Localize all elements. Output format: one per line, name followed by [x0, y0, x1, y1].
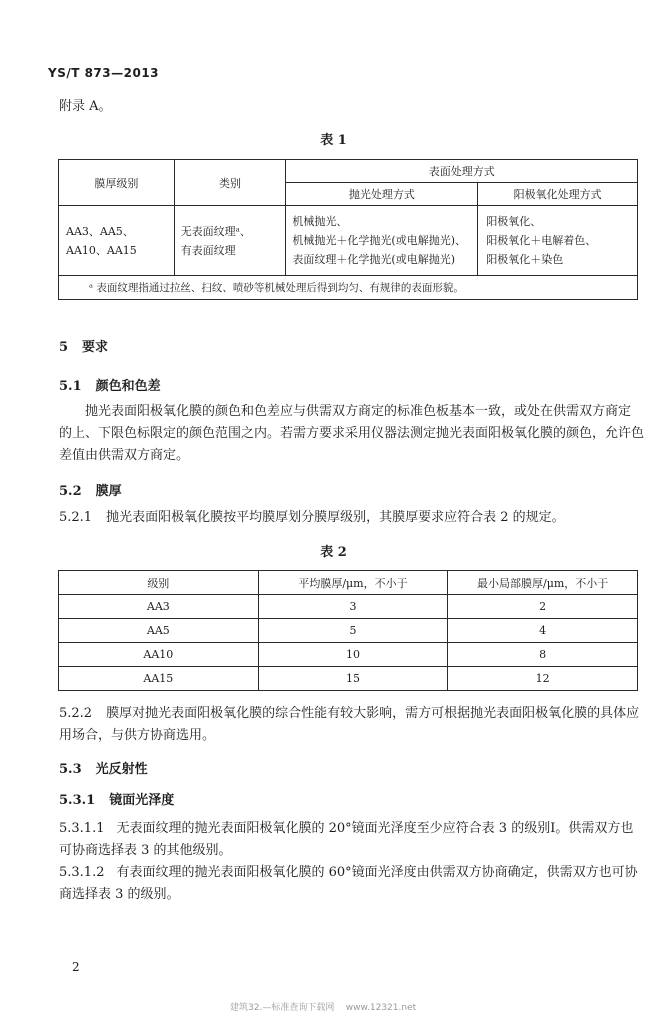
section-title: 镜面光泽度	[109, 793, 175, 808]
section-5-2-2	[59, 703, 654, 747]
paragraph-line: 用场合，与供方协商选用。	[59, 728, 216, 743]
table-cell: 2	[448, 595, 638, 619]
table1-caption: 表 1	[320, 133, 347, 148]
polish-line: 表面纹理＋化学抛光(或电解抛光)	[292, 253, 455, 266]
table-cell: AA15	[59, 667, 259, 691]
table-cell: AA5	[59, 619, 259, 643]
paragraph-line: 可协商选择表 3 的其他级别。	[59, 843, 232, 858]
category-line: 无表面纹理ᵃ、	[180, 224, 251, 238]
table-cell: 5	[258, 619, 448, 643]
paragraph-line: 商选择表 3 的级别。	[59, 887, 180, 902]
section-title: 光反射性	[95, 762, 148, 777]
section-number: 5.3.1.2	[59, 865, 105, 880]
table1-cell-polish	[286, 206, 478, 276]
paragraph-line: 5.2.2 膜厚对抛光表面阳极氧化膜的综合性能有较大影响，需方可根据抛光表面阳极氧化膜的具体应	[59, 706, 640, 721]
anodize-line: 阳极氧化、	[486, 215, 542, 228]
table-cell: 3	[258, 595, 448, 619]
grade-line: AA10、AA15	[66, 243, 137, 257]
polish-line: 机械抛光、	[292, 215, 348, 228]
table-cell: 4	[448, 619, 638, 643]
table1-header-polish: 抛光处理方式	[286, 183, 478, 206]
section-number: 5.3	[59, 762, 82, 777]
table1-cell-anodize	[478, 206, 638, 276]
grade-line: AA3、AA5、	[66, 224, 134, 238]
section-title: 膜厚	[95, 484, 122, 499]
section-number: 5.2.1	[59, 510, 93, 525]
table1	[58, 159, 638, 300]
section-5-2-1	[59, 507, 565, 529]
anodize-line: 阳极氧化＋电解着色、	[486, 234, 597, 247]
intro-text: 附录 A。	[59, 99, 112, 114]
table1-header-category: 类别	[174, 160, 286, 206]
table1-header-anodize: 阳极氧化处理方式	[478, 183, 638, 206]
site-watermark: 建筑32.—标准查询下载网 www.12321.net	[230, 1003, 417, 1013]
section-number: 5	[59, 340, 69, 355]
table1-cell-categories	[174, 206, 286, 276]
polish-line: 机械抛光＋化学抛光(或电解抛光)、	[292, 234, 466, 247]
paragraph-line: 差值由供需双方商定。	[59, 448, 190, 463]
table-cell: 15	[258, 667, 448, 691]
table-row	[59, 595, 638, 619]
section-5-1-heading	[59, 375, 161, 394]
paragraph-line: 的上、下限色标限定的颜色范围之内。若需方要求采用仪器法测定抛光表面阳极氧化膜的颜色，允许色	[59, 426, 645, 441]
table-cell: 10	[258, 643, 448, 667]
table1-header-surface: 表面处理方式	[286, 160, 638, 183]
section-5-2-heading	[59, 480, 122, 499]
table1-cell-grades	[59, 206, 175, 276]
table-cell: 8	[448, 643, 638, 667]
paragraph-line: 抛光表面阳极氧化膜的颜色和色差应与供需双方商定的标准色板基本一致，或处在供需双方商定	[85, 404, 632, 419]
section-5-3-1-2	[59, 862, 654, 906]
section-5-heading	[59, 336, 108, 355]
section-number: 5.3.1.1	[59, 821, 105, 836]
section-title: 要求	[82, 340, 109, 355]
table2	[58, 570, 638, 691]
section-5-3-1-1	[59, 818, 654, 862]
table-row	[59, 667, 638, 691]
standard-code: YS/T 873—2013	[48, 66, 160, 80]
section-number: 5.3.1	[59, 793, 96, 808]
table-row	[59, 643, 638, 667]
table1-footnote: ᵃ 表面纹理指通过拉丝、扫纹、喷砂等机械处理后得到均匀、有规律的表面形貌。	[59, 276, 638, 300]
table-row	[59, 619, 638, 643]
section-number: 5.2.2	[59, 706, 93, 721]
paragraph-line: 5.3.1.2 有表面纹理的抛光表面阳极氧化膜的 60°镜面光泽度由供需双方协商确定，供需双方也可协	[59, 865, 638, 880]
anodize-line: 阳极氧化＋染色	[486, 253, 564, 266]
table2-header: 最小局部膜厚/μm，不小于	[448, 571, 638, 595]
section-title: 颜色和色差	[95, 379, 161, 394]
table-cell: AA10	[59, 643, 259, 667]
section-5-1-body	[59, 401, 649, 467]
section-5-3-heading	[59, 758, 148, 777]
page-number: 2	[72, 960, 80, 974]
section-number: 5.2	[59, 484, 82, 499]
table-cell: 12	[448, 667, 638, 691]
paragraph-line: 抛光表面阳极氧化膜按平均膜厚划分膜厚级别，其膜厚要求应符合表 2 的规定。	[106, 510, 565, 525]
table2-caption: 表 2	[320, 545, 347, 560]
table1-header-grade: 膜厚级别	[59, 160, 175, 206]
paragraph-line: 5.3.1.1 无表面纹理的抛光表面阳极氧化膜的 20°镜面光泽度至少应符合表 3 的级别Ⅰ。供需双方也	[59, 821, 634, 836]
table2-header: 级别	[59, 571, 259, 595]
category-line: 有表面纹理	[180, 243, 236, 257]
table2-header: 平均膜厚/μm，不小于	[258, 571, 448, 595]
section-5-3-1-heading	[59, 789, 174, 808]
table-cell: AA3	[59, 595, 259, 619]
section-number: 5.1	[59, 379, 82, 394]
